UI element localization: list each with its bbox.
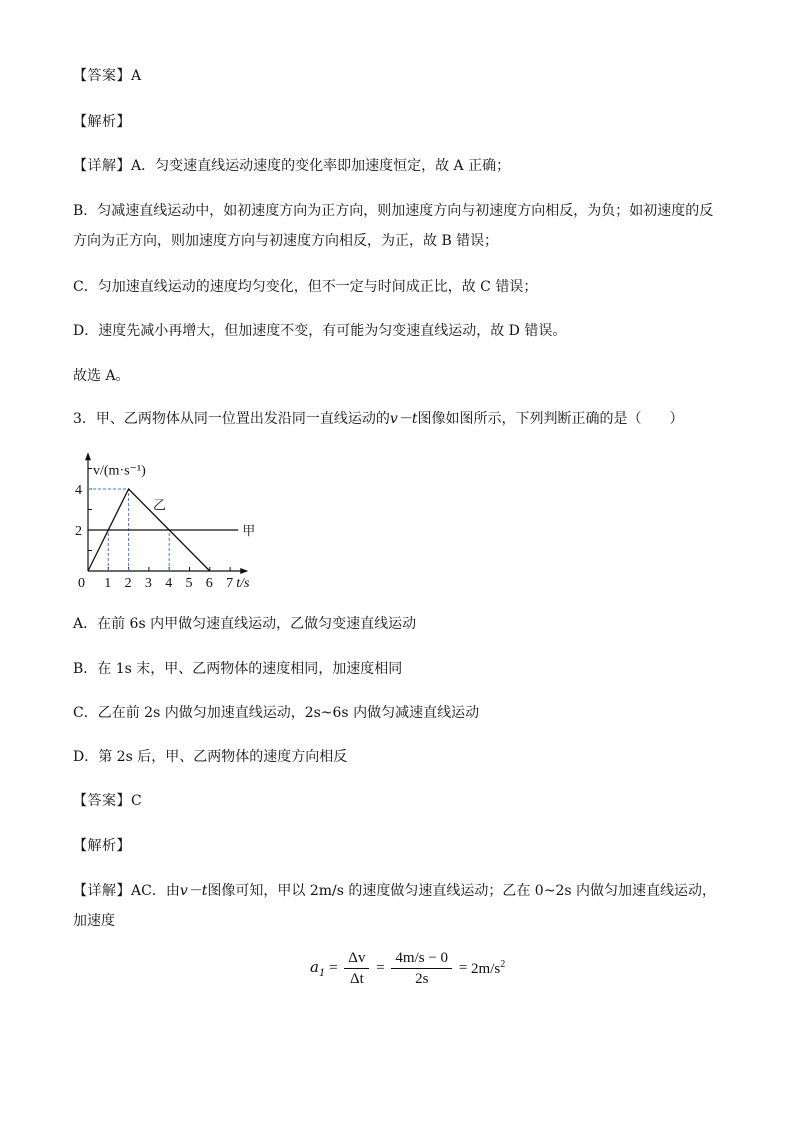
detail-conclusion: 故选 A。 bbox=[73, 368, 130, 384]
series-yi-label: 乙 bbox=[152, 498, 166, 514]
option-c: C．乙在前 2s 内做匀加速直线运动，2s~6s 内做匀减速直线运动 bbox=[73, 705, 480, 721]
x-tick-label: 7 bbox=[226, 576, 234, 591]
detail-label: 【详解】 bbox=[73, 883, 131, 899]
analysis-heading-2 bbox=[73, 836, 131, 856]
detail-line-b: B．匀减速直线运动中，如初速度方向为正方向，则加速度方向与初速度方向相反，为负；如初速度的反方向为正方向，则加速度方向与初速度方向相反，为正，故 B 错误； bbox=[73, 203, 714, 249]
x-tick-label: 6 bbox=[205, 576, 213, 591]
formula-lhs: $a_1$ bbox=[310, 958, 326, 979]
answer-line-1 bbox=[73, 66, 141, 86]
detail-label: 【详解】 bbox=[73, 158, 131, 174]
detail-2-text: 图像可知，甲以 2m/s 的速度做匀速直线运动；乙在 0~2s 内做匀加速直线运动，加速度 bbox=[73, 883, 716, 929]
x-tick-label: 2 bbox=[124, 576, 132, 591]
question-3-vt: v－t bbox=[389, 411, 418, 427]
analysis-heading-1 bbox=[73, 112, 131, 132]
formula-fraction-2 bbox=[391, 948, 452, 989]
x-tick-label: 3 bbox=[144, 576, 152, 591]
x-tick-label: 5 bbox=[185, 576, 193, 591]
formula-superscript: 2 bbox=[500, 959, 506, 970]
formula-eq-2: = bbox=[376, 960, 385, 976]
answer-value: A bbox=[131, 68, 142, 84]
y-tick-label: 4 bbox=[75, 483, 82, 498]
series-jia-label: 甲 bbox=[242, 524, 256, 539]
answer-label: 【答案】 bbox=[73, 68, 131, 84]
formula-num-1: Δv bbox=[344, 948, 369, 969]
question-3-stem bbox=[73, 409, 683, 429]
x-axis-label: t/s bbox=[236, 576, 250, 591]
formula-den-1: Δt bbox=[349, 971, 364, 987]
option-b: B．在 1s 末，甲、乙两物体的速度相同，加速度相同 bbox=[73, 661, 403, 677]
detail-line-d: D．速度先减小再增大，但加速度不变，有可能为匀变速直线运动，故 D 错误。 bbox=[73, 323, 567, 339]
detail-option-a: A．匀变速直线运动速度的变化率即加速度恒定，故 A 正确； bbox=[131, 158, 511, 174]
formula-num-2: 4m/s − 0 bbox=[391, 948, 452, 969]
vt-graph bbox=[70, 445, 280, 595]
x-tick-label: 1 bbox=[104, 576, 112, 591]
formula-den-2: 2s bbox=[415, 971, 429, 987]
x-tick-label: 4 bbox=[165, 576, 173, 591]
acceleration-formula bbox=[310, 948, 505, 998]
option-a: A．在前 6s 内甲做匀速直线运动，乙做匀变速直线运动 bbox=[73, 616, 417, 632]
origin-label: 0 bbox=[78, 576, 85, 591]
answer-line-2 bbox=[73, 791, 142, 811]
formula-fraction-1 bbox=[344, 948, 369, 989]
answer-label: 【答案】 bbox=[73, 793, 131, 809]
analysis-label: 【解析】 bbox=[73, 838, 131, 854]
y-axis-label: v/(m·s⁻¹) bbox=[93, 463, 146, 479]
question-3-suffix: 图像如图所示，下列判断正确的是（ ） bbox=[417, 411, 684, 427]
analysis-label: 【解析】 bbox=[73, 114, 131, 130]
formula-result: $2m/s^2$ bbox=[471, 959, 506, 977]
detail-2-vt: v－t bbox=[179, 883, 208, 899]
x-axis-arrow bbox=[240, 568, 248, 574]
y-tick-label: 2 bbox=[75, 524, 82, 539]
detail-line-a bbox=[73, 156, 510, 176]
answer-value: C bbox=[131, 793, 142, 809]
detail-2 bbox=[73, 876, 723, 936]
y-axis-arrow bbox=[85, 452, 91, 460]
formula-subscript: 1 bbox=[318, 968, 326, 979]
formula-eq-1: = bbox=[329, 960, 338, 976]
detail-2-prefix: AC．由 bbox=[131, 883, 180, 899]
formula-eq-3: = bbox=[458, 960, 468, 976]
detail-line-c: C．匀加速直线运动的速度均匀变化，但不一定与时间成正比，故 C 错误； bbox=[73, 279, 538, 295]
option-d: D．第 2s 后，甲、乙两物体的速度方向相反 bbox=[73, 749, 348, 765]
question-3-prefix: 3．甲、乙两物体从同一位置出发沿同一直线运动的 bbox=[73, 411, 390, 427]
